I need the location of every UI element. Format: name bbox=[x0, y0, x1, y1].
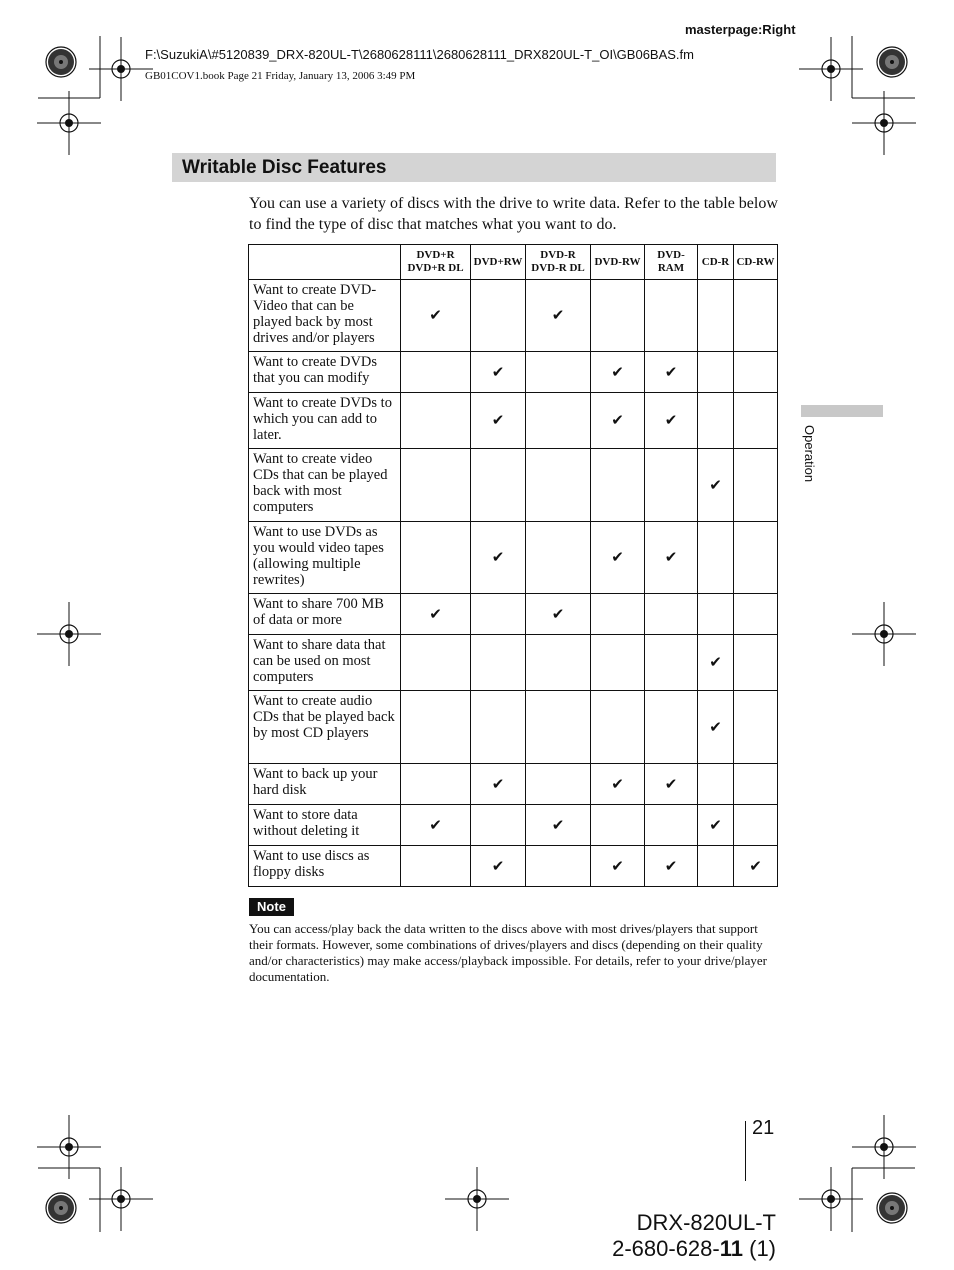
corner-star-mark-bl bbox=[46, 1193, 76, 1223]
row-label: Want to create DVDs that you can modify bbox=[249, 352, 401, 393]
column-header-line1: CD-R bbox=[701, 255, 730, 268]
check-icon: ✔ bbox=[645, 846, 698, 887]
column-header-line2: DVD-R DL bbox=[531, 262, 585, 274]
crosshair-mark bbox=[799, 37, 863, 101]
masterpage-label: masterpage:Right bbox=[685, 22, 796, 37]
check-icon: ✔ bbox=[591, 846, 645, 887]
crosshair-mark bbox=[852, 1115, 916, 1179]
check-icon: ✔ bbox=[645, 764, 698, 805]
note-badge: Note bbox=[249, 898, 294, 916]
check-icon: ✔ bbox=[401, 805, 471, 846]
column-header-line1: DVD+R bbox=[416, 249, 455, 261]
intro-paragraph: You can use a variety of discs with the drive to write data. Refer to the table below to find the type of disc that matches what you want to do. bbox=[249, 195, 778, 233]
column-header-line1: DVD-RW bbox=[594, 255, 641, 268]
section-title: Writable Disc Features bbox=[182, 157, 387, 178]
column-header-line1: CD-RW bbox=[736, 255, 775, 268]
row-label: Want to share data that can be used on most computers bbox=[249, 635, 401, 691]
check-icon: ✔ bbox=[591, 522, 645, 594]
corner-star-mark-tr bbox=[877, 47, 907, 77]
check-icon: ✔ bbox=[698, 691, 734, 764]
check-icon: ✔ bbox=[698, 635, 734, 691]
part-number-suffix: (1) bbox=[743, 1236, 776, 1261]
check-icon: ✔ bbox=[698, 449, 734, 522]
check-icon: ✔ bbox=[526, 805, 591, 846]
row-label: Want to create video CDs that can be played back with most computers bbox=[249, 449, 401, 522]
check-icon: ✔ bbox=[645, 352, 698, 393]
corner-star-mark-tl bbox=[46, 47, 76, 77]
book-info-line: GB01COV1.book Page 21 Friday, January 13, 2006 3:49 PM bbox=[145, 70, 416, 82]
check-icon: ✔ bbox=[734, 846, 778, 887]
check-icon: ✔ bbox=[645, 522, 698, 594]
crosshair-mark bbox=[89, 1167, 153, 1231]
crosshair-mark bbox=[89, 37, 153, 101]
row-label: Want to use DVDs as you would video tapes (allowing multiple rewrites) bbox=[249, 522, 401, 594]
corner-star-mark-br bbox=[877, 1193, 907, 1223]
part-number-bold: 11 bbox=[719, 1236, 743, 1261]
check-icon: ✔ bbox=[591, 393, 645, 449]
column-header-line1: DVD+RW bbox=[473, 255, 523, 268]
check-icon: ✔ bbox=[471, 846, 526, 887]
crosshair-mark bbox=[852, 602, 916, 666]
row-label: Want to share 700 MB of data or more bbox=[249, 594, 401, 635]
check-icon: ✔ bbox=[471, 764, 526, 805]
crosshair-mark bbox=[852, 91, 916, 155]
row-label: Want to back up your hard disk bbox=[249, 764, 401, 805]
note-text: You can access/play back the data written to the discs above with most drives/players that support their formats. However, some combinations of drives/players and discs (depending on their quality and/or characteristics) may make access/playback impossible. For details, refer to your drive/player documentation. bbox=[249, 921, 768, 984]
row-label: Want to store data without deleting it bbox=[249, 805, 401, 846]
row-label: Want to create DVD-Video that can be played back by most drives and/or players bbox=[249, 280, 401, 352]
crosshair-mark bbox=[37, 1115, 101, 1179]
check-icon: ✔ bbox=[591, 352, 645, 393]
row-label: Want to create DVDs to which you can add to later. bbox=[249, 393, 401, 449]
check-icon: ✔ bbox=[591, 764, 645, 805]
part-number-prefix: 2-680-628- bbox=[612, 1236, 720, 1261]
column-header-line1: DVD- bbox=[657, 249, 685, 261]
column-header-line1: DVD-R bbox=[540, 249, 576, 261]
check-icon: ✔ bbox=[471, 522, 526, 594]
file-path: F:\SuzukiA\#5120839_DRX-820UL-T\2680628111\2680628111_DRX820UL-T_OI\GB06BAS.fm bbox=[145, 47, 694, 62]
page-number: 21 bbox=[752, 1117, 775, 1139]
check-icon: ✔ bbox=[698, 805, 734, 846]
column-header-line2: RAM bbox=[657, 262, 685, 274]
check-icon: ✔ bbox=[471, 393, 526, 449]
check-icon: ✔ bbox=[645, 393, 698, 449]
row-label: Want to use discs as floppy disks bbox=[249, 846, 401, 887]
check-icon: ✔ bbox=[401, 280, 471, 352]
check-icon: ✔ bbox=[471, 352, 526, 393]
crosshair-mark bbox=[799, 1167, 863, 1231]
check-icon: ✔ bbox=[401, 594, 471, 635]
side-tab-label: Operation bbox=[802, 425, 817, 483]
crosshair-mark bbox=[37, 91, 101, 155]
check-icon: ✔ bbox=[526, 280, 591, 352]
check-icon: ✔ bbox=[526, 594, 591, 635]
model-number: DRX-820UL-T bbox=[636, 1210, 776, 1235]
crosshair-mark bbox=[37, 602, 101, 666]
row-label: Want to create audio CDs that be played back by most CD players bbox=[249, 691, 401, 764]
crosshair-mark bbox=[445, 1167, 509, 1231]
column-header-line2: DVD+R DL bbox=[407, 262, 464, 274]
